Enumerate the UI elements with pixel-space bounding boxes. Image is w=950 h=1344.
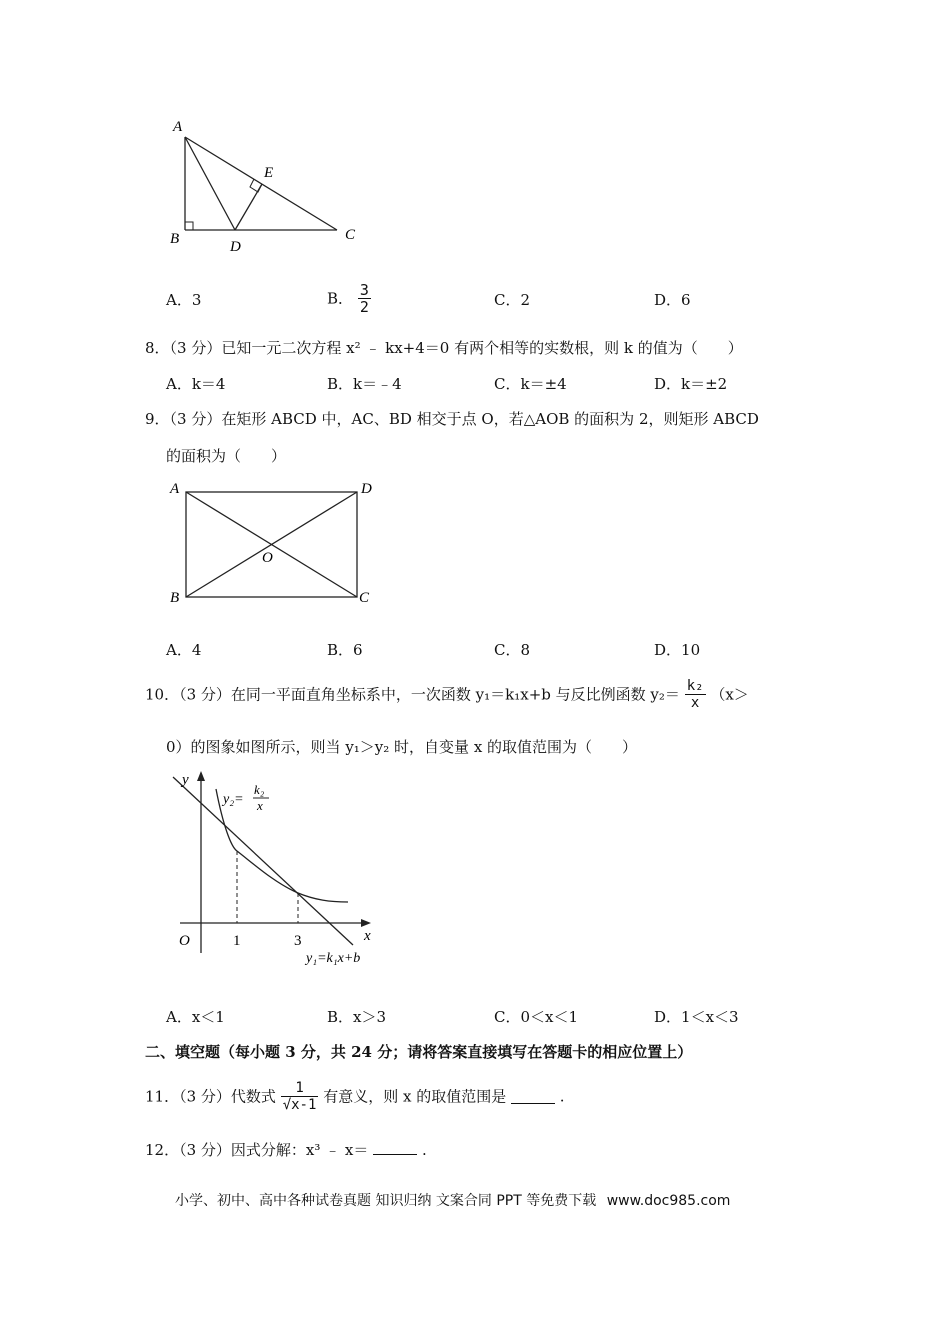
q11-fraction bbox=[281, 1080, 319, 1113]
q10-option-c[interactable]: C．0＜x＜1 bbox=[494, 1008, 579, 1026]
q10-fraction-denominator: x bbox=[690, 695, 700, 711]
rect-label-c: C bbox=[359, 590, 370, 606]
graph-line-label: y₁=k₁x+b bbox=[306, 951, 361, 966]
q10-stem-fraction bbox=[685, 678, 706, 711]
q12-answer-blank[interactable] bbox=[373, 1140, 417, 1155]
q9-option-c[interactable]: C．8 bbox=[494, 641, 531, 659]
figure-q10-graph bbox=[165, 765, 405, 970]
q12-end: . bbox=[421, 1141, 427, 1159]
rect-label-d: D bbox=[361, 481, 372, 497]
q7-option-c[interactable]: C．2 bbox=[494, 291, 531, 309]
point-label-c: C bbox=[345, 227, 356, 243]
point-label-d: D bbox=[230, 239, 241, 255]
q9-option-b[interactable]: B．6 bbox=[327, 641, 363, 659]
graph-curve-denominator: x bbox=[257, 798, 263, 813]
q9-option-a[interactable]: A．4 bbox=[166, 641, 202, 659]
page-footer bbox=[175, 1192, 730, 1210]
q10-stem-prefix: 10．（3 分）在同一平面直角坐标系中，一次函数 y₁＝k₁x+b 与反比例函数 y₂＝ bbox=[145, 685, 680, 704]
q7-option-b-label: B． bbox=[327, 289, 354, 308]
graph-x-axis-label: x bbox=[364, 928, 371, 944]
footer-url[interactable]: www.doc985.com bbox=[606, 1193, 731, 1209]
section-heading-fill-in: 二、填空题（每小题 3 分，共 24 分；请将答案直接填写在答题卡的相应位置上） bbox=[145, 1043, 693, 1061]
q10-option-b[interactable]: B．x＞3 bbox=[327, 1008, 387, 1026]
q7-option-b-denominator: 2 bbox=[359, 298, 369, 316]
q11-suffix: 有意义，则 x 的取值范围是 bbox=[323, 1087, 507, 1106]
q11-radicand: x-1 bbox=[291, 1097, 317, 1113]
q7-option-a[interactable]: A．3 bbox=[166, 291, 202, 309]
graph-curve-label: y₂= bbox=[223, 792, 244, 807]
q7-option-b-fraction bbox=[358, 282, 371, 315]
graph-curve-numerator: k₂ bbox=[254, 782, 265, 797]
q10-stem-line2: 0）的图象如图所示，则当 y₁＞y₂ 时，自变量 x 的取值范围为（ ） bbox=[166, 738, 638, 756]
q7-option-b[interactable] bbox=[327, 282, 371, 315]
figure-q7-triangle bbox=[165, 115, 375, 260]
graph-tick-3: 3 bbox=[294, 933, 302, 949]
q7-option-b-numerator: 3 bbox=[359, 281, 369, 299]
q7-option-d[interactable]: D．6 bbox=[654, 291, 691, 309]
q11-end: . bbox=[559, 1087, 565, 1106]
q9-option-d[interactable]: D．10 bbox=[654, 641, 701, 659]
q9-stem-line2: 的面积为（ ） bbox=[166, 447, 287, 465]
q8-option-c[interactable]: C．k＝±4 bbox=[494, 375, 567, 393]
q10-option-a[interactable]: A．x＜1 bbox=[166, 1008, 225, 1026]
q11-fraction-denominator: √x-1 bbox=[282, 1097, 317, 1113]
q8-stem: 8．（3 分）已知一元二次方程 x² ﹣ kx+4＝0 有两个相等的实数根，则 k 的值为（ ） bbox=[145, 339, 743, 357]
point-label-b: B bbox=[170, 231, 180, 247]
point-label-e: E bbox=[264, 165, 274, 181]
q8-option-b[interactable]: B．k＝﹣4 bbox=[327, 375, 402, 393]
q10-stem-suffix: （x＞ bbox=[710, 685, 749, 704]
q9-stem-line1: 9．（3 分）在矩形 ABCD 中，AC、BD 相交于点 O，若△AOB 的面积为 2，则矩形 ABCD bbox=[145, 410, 759, 428]
footer-text: 小学、初中、高中各种试卷真题 知识归纳 文案合同 PPT 等免费下载 bbox=[175, 1193, 597, 1209]
point-label-a: A bbox=[173, 119, 183, 135]
q11-stem bbox=[145, 1080, 565, 1113]
graph-origin-label: O bbox=[179, 933, 190, 949]
q12-prefix: 12．（3 分）因式分解：x³ ﹣ x＝ bbox=[145, 1141, 369, 1159]
rect-label-a: A bbox=[170, 481, 180, 497]
q8-option-d[interactable]: D．k＝±2 bbox=[654, 375, 728, 393]
q10-option-d[interactable]: D．1＜x＜3 bbox=[654, 1008, 739, 1026]
rect-label-b: B bbox=[170, 590, 180, 606]
rect-label-o: O bbox=[262, 550, 273, 566]
graph-tick-1: 1 bbox=[233, 933, 241, 949]
q11-fraction-numerator: 1 bbox=[295, 1080, 304, 1096]
q10-fraction-numerator: k₂ bbox=[686, 678, 704, 694]
q10-stem-line1 bbox=[145, 678, 749, 711]
graph-y-axis-label: y bbox=[182, 772, 189, 788]
q12-stem bbox=[145, 1140, 427, 1159]
q11-answer-blank[interactable] bbox=[511, 1089, 555, 1104]
figure-q9-rectangle bbox=[165, 475, 385, 610]
q8-option-a[interactable]: A．k＝4 bbox=[166, 375, 226, 393]
q11-prefix: 11．（3 分）代数式 bbox=[145, 1087, 276, 1106]
